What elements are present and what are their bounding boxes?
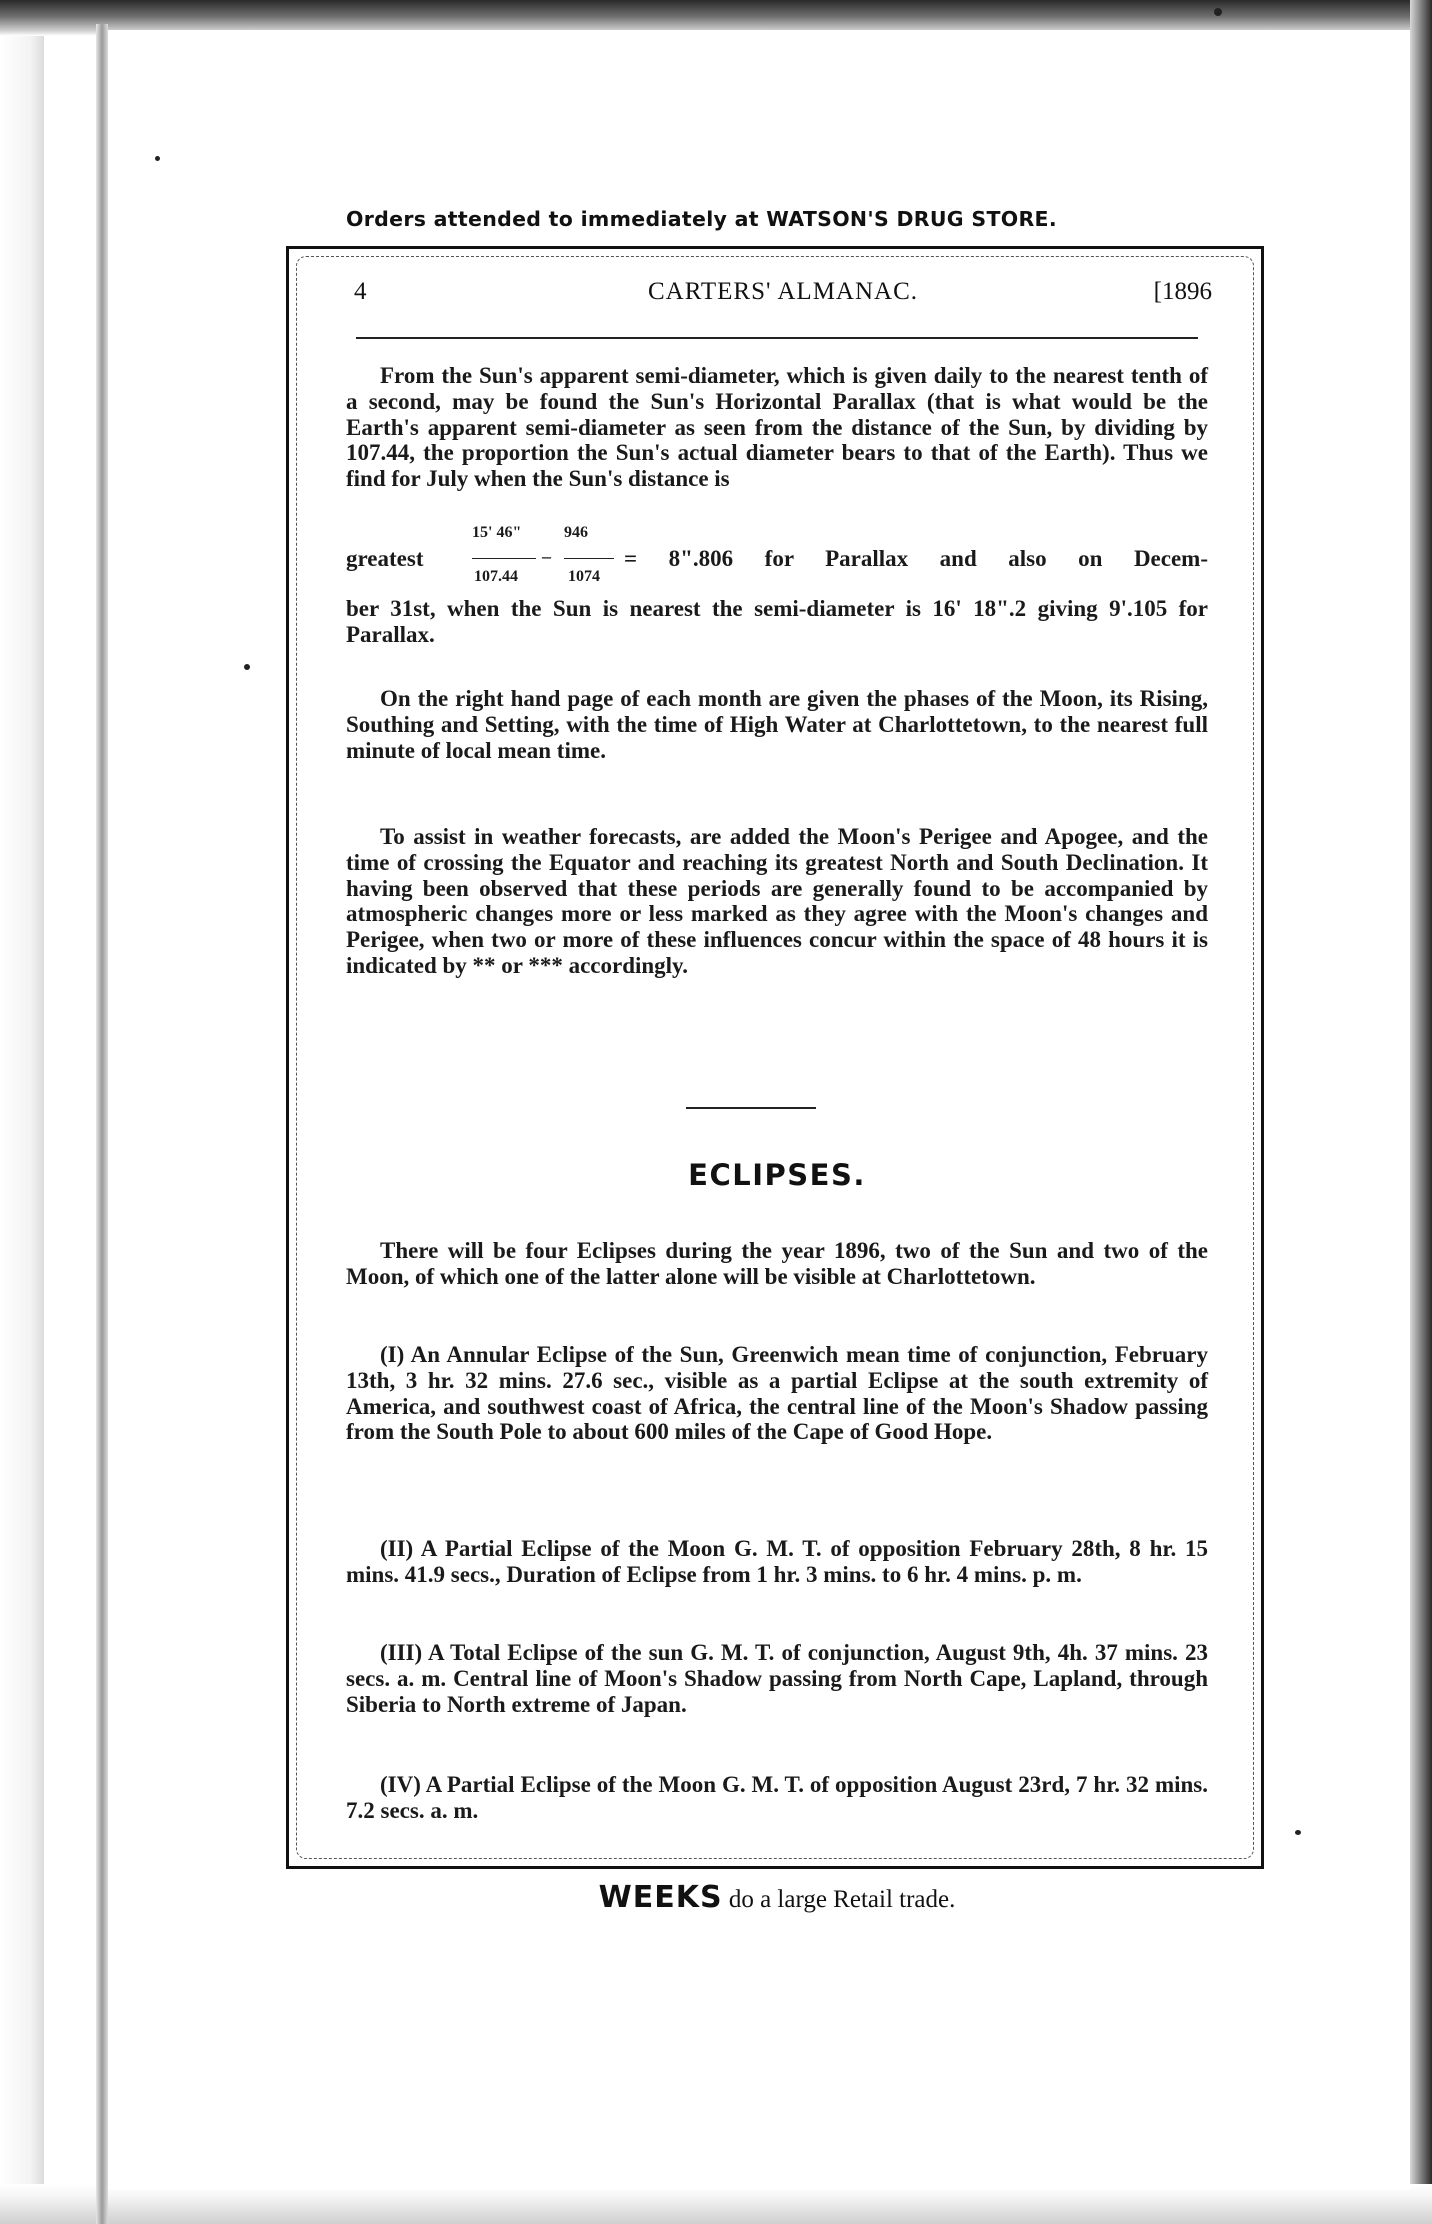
page-frame-inner xyxy=(296,256,1254,1859)
eclipse-item xyxy=(346,1536,1208,1588)
scan-right-edge xyxy=(1410,0,1432,2224)
dust-speck xyxy=(1295,1830,1301,1835)
formula-numerator-a: 15' 46" xyxy=(472,524,522,541)
eclipses-intro xyxy=(346,1238,1208,1290)
parallax-formula xyxy=(346,524,1208,592)
formula-denominator-b: 1074 xyxy=(568,568,600,585)
eclipse-item xyxy=(346,1342,1208,1445)
eclipse-item xyxy=(346,1772,1208,1824)
dust-speck xyxy=(244,664,250,670)
page-number: 4 xyxy=(354,278,367,305)
eclipse-item-text: (II) A Partial Eclipse of the Moon G. M. T. of opposition February 28th, 8 hr. 15 mins. 41.9 secs., Duration of Eclipse from 1 hr. 3 mins. to 6 hr. 4 mins. p. m. xyxy=(346,1536,1208,1587)
advertisement-text: do a large Retail trade. xyxy=(728,1886,956,1913)
dust-speck xyxy=(155,156,160,161)
fraction-bar xyxy=(564,558,614,559)
eclipses-intro-text: There will be four Eclipses during the year 1896, two of the Sun and two of the Moon, of which one of the latter alone will be visible at Charlottetown. xyxy=(346,1238,1208,1289)
paragraph-parallax-end xyxy=(346,596,1208,648)
paragraph-moon-phases-text: On the right hand page of each month are given the phases of the Moon, its Rising, Southing and Setting, with the time of High Water at Charlottetown, to the nearest full minute of local mean time. xyxy=(346,686,1208,763)
fraction-bar xyxy=(472,558,536,559)
section-divider xyxy=(686,1107,816,1109)
formula-numerator-b: 946 xyxy=(564,524,588,541)
page-binding-shadow xyxy=(96,24,108,2224)
eclipses-heading: ECLIPSES. xyxy=(688,1158,866,1192)
formula-word: greatest xyxy=(346,546,424,571)
eclipse-item-text: (I) An Annular Eclipse of the Sun, Greenwich mean time of conjunction, February 13th, 3 hr. 32 mins. 27.6 sec., visible as a partial Eclipse at the south extremity of America, and southwest coast of Africa, the central line of the Moon's Shadow passing from the South Pole to about 600 miles of the Cape of Good Hope. xyxy=(346,1342,1208,1445)
formula-result: = 8".806 for Parallax and also on Decem- xyxy=(624,546,1208,571)
year-label: [1896 xyxy=(1153,278,1212,305)
formula-denominator-a: 107.44 xyxy=(474,568,518,585)
paragraph-moon-phases xyxy=(346,686,1208,763)
scan-bottom-edge xyxy=(0,2184,1432,2224)
paragraph-weather-text: To assist in weather forecasts, are added the Moon's Perigee and Apogee, and the time of crossing the Equator and reaching its greatest North and South Declination. It having been observed that these periods are generally found to be accompanied by atmospheric changes more or less marked as they agree with the Moon's changes and Perigee, when two or more of these influences concur within the space of 48 hours it is indicated by ** or *** accordingly. xyxy=(346,824,1208,978)
eclipse-item-text: (IV) A Partial Eclipse of the Moon G. M. T. of opposition August 23rd, 7 hr. 32 mins. 7.2 secs. a. m. xyxy=(346,1772,1208,1823)
advertiser-name: WEEKS xyxy=(598,1880,723,1915)
header-rule xyxy=(356,337,1198,339)
publication-title: CARTERS' ALMANAC. xyxy=(647,278,919,305)
paragraph-parallax xyxy=(346,363,1208,492)
fraction-dash: – xyxy=(542,546,551,566)
paragraph-weather xyxy=(346,824,1208,979)
eclipse-item xyxy=(346,1640,1208,1717)
running-head xyxy=(354,278,1212,314)
dust-speck xyxy=(1214,8,1222,16)
paragraph-parallax-end-text: ber 31st, when the Sun is nearest the semi-diameter is 16' 18".2 giving 9'.105 for Parallax. xyxy=(346,596,1208,647)
scan-left-margin xyxy=(0,0,44,2224)
eclipse-item-text: (III) A Total Eclipse of the sun G. M. T. of conjunction, August 9th, 4h. 37 mins. 23 secs. a. m. Central line of Moon's Shadow passing from North Cape, Lapland, through Siberia to North extreme of Japan. xyxy=(346,1640,1208,1717)
top-advertisement: Orders attended to immediately at WATSON'S DRUG STORE. xyxy=(346,207,1057,231)
bottom-advertisement xyxy=(346,1880,1208,1915)
paragraph-parallax-text: From the Sun's apparent semi-diameter, which is given daily to the nearest tenth of a second, may be found the Sun's Horizontal Parallax (that is what would be the Earth's apparent semi-diameter as seen from the distance of the Sun, by dividing by 107.44, the proportion the Sun's actual diameter bears to that of the Earth). Thus we find for July when the Sun's distance is xyxy=(346,363,1208,492)
